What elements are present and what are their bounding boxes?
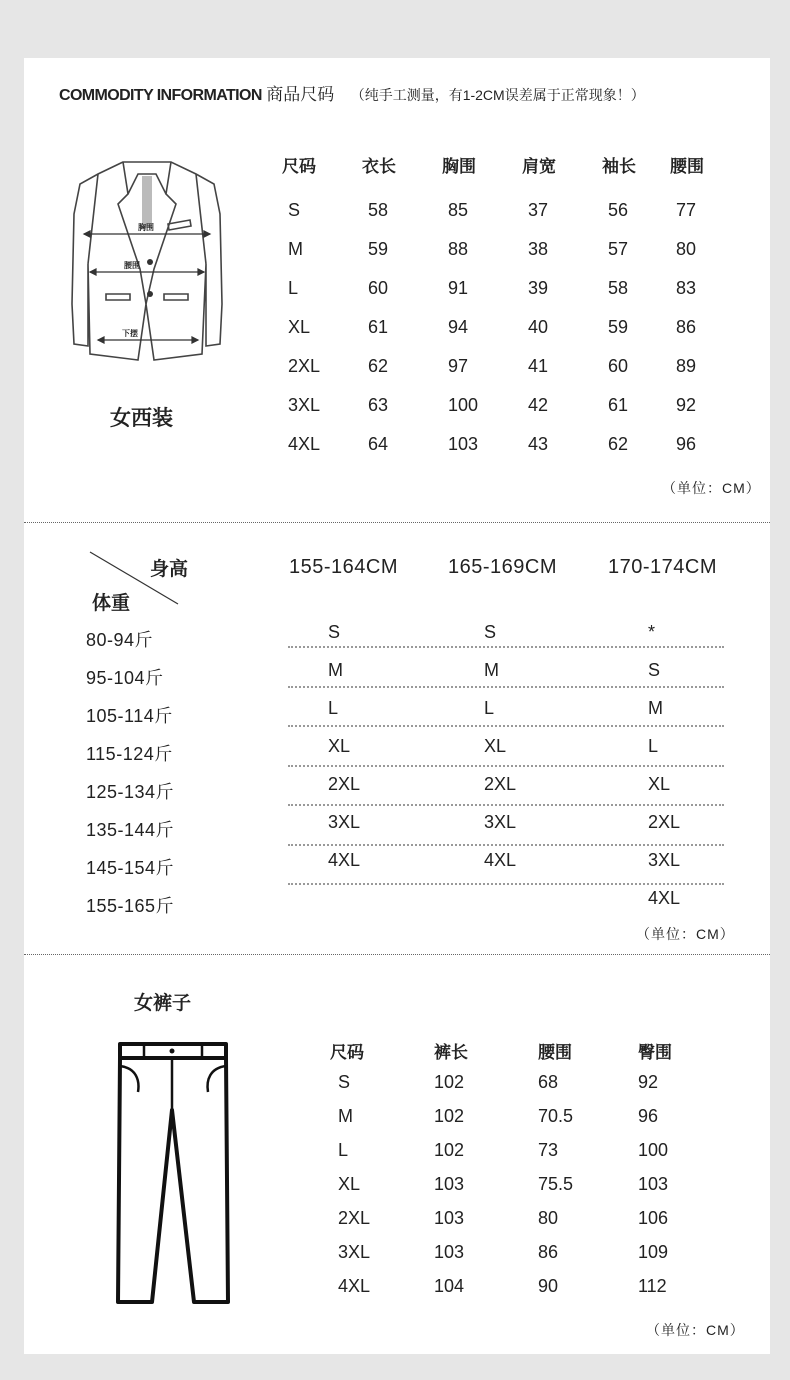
suit-cell: 83 <box>676 278 697 298</box>
pants-cell: XL <box>338 1174 361 1194</box>
pants-cell: 102 <box>434 1140 465 1160</box>
pants-col-header: 尺码 <box>330 1043 364 1062</box>
pants-cell: 103 <box>434 1242 465 1262</box>
pants-cell: 68 <box>538 1072 559 1092</box>
suit-cell: 80 <box>676 239 697 259</box>
suit-cell: 39 <box>528 278 549 298</box>
pants-cell: 90 <box>538 1276 559 1296</box>
size-chart-card <box>24 58 770 1354</box>
suit-cell: 86 <box>676 317 697 337</box>
pants-cell: 3XL <box>338 1242 371 1262</box>
suit-cell: 60 <box>608 356 629 376</box>
pants-cell: 73 <box>538 1140 559 1160</box>
suit-cell: M <box>288 239 303 259</box>
pants-cell: 102 <box>434 1106 465 1126</box>
suit-cell: 60 <box>368 278 389 298</box>
weight-row-label: 105-114斤 <box>86 706 173 726</box>
pants-cell: 109 <box>638 1242 669 1262</box>
suit-cell: 61 <box>608 395 629 415</box>
recommend-cell: XL <box>484 736 507 756</box>
recommend-cell: S <box>648 660 661 680</box>
weight-row-label: 135-144斤 <box>86 820 175 840</box>
suit-cell: S <box>288 200 301 220</box>
weight-row-label: 95-104斤 <box>86 668 164 688</box>
header-cn: 商品尺码 <box>266 85 335 104</box>
pants-col-header: 臀围 <box>638 1043 672 1062</box>
pants-cell: 70.5 <box>538 1106 574 1126</box>
weight-row-label: 125-134斤 <box>86 782 175 802</box>
suit-cell: 58 <box>608 278 629 298</box>
suit-cell: 41 <box>528 356 549 376</box>
suit-cell: 91 <box>448 278 469 298</box>
suit-cell: 97 <box>448 356 469 376</box>
suit-cell: 62 <box>368 356 389 376</box>
suit-cell: 62 <box>608 434 629 454</box>
row-dotted-line <box>288 686 724 688</box>
recommend-cell: S <box>484 622 497 642</box>
corner-weight-label: 体重 <box>92 593 131 614</box>
recommend-cell: XL <box>648 774 671 794</box>
pants-cell: 104 <box>434 1276 465 1296</box>
suit-title: 女西装 <box>110 407 173 430</box>
pants-illustration <box>114 1040 234 1310</box>
suit-cell: 2XL <box>288 356 321 376</box>
recommend-cell: L <box>328 698 339 718</box>
pants-cell: L <box>338 1140 349 1160</box>
row-dotted-line <box>288 646 724 648</box>
pants-cell: 102 <box>434 1072 465 1092</box>
pants-col-header: 裤长 <box>434 1043 468 1062</box>
pants-cell: 112 <box>638 1276 667 1296</box>
suit-cell: 96 <box>676 434 697 454</box>
suit-cell: 88 <box>448 239 469 259</box>
pants-cell: 4XL <box>338 1276 371 1296</box>
pants-cell: 2XL <box>338 1208 371 1228</box>
height-col-header: 155-164CM <box>289 556 399 578</box>
pants-cell: 80 <box>538 1208 559 1228</box>
suit-col-header: 胸围 <box>442 157 476 176</box>
recommend-cell: 2XL <box>484 774 517 794</box>
pants-title: 女裤子 <box>134 993 192 1014</box>
row-dotted-line <box>288 883 724 885</box>
row-dotted-line <box>288 765 724 767</box>
suit-cell: 42 <box>528 395 549 415</box>
suit-cell: 40 <box>528 317 549 337</box>
recommend-cell: M <box>648 698 663 718</box>
suit-cell: 59 <box>368 239 389 259</box>
suit-col-header: 袖长 <box>602 157 636 176</box>
pants-col-header: 腰围 <box>538 1043 572 1062</box>
recommend-cell: 3XL <box>648 850 681 870</box>
suit-cell: 100 <box>448 395 479 415</box>
suit-cell: 63 <box>368 395 389 415</box>
row-dotted-line <box>288 804 724 806</box>
row-dotted-line <box>288 725 724 727</box>
pants-cell: 103 <box>434 1174 465 1194</box>
suit-cell: 64 <box>368 434 389 454</box>
suit-cell: 3XL <box>288 395 321 415</box>
pants-cell: 86 <box>538 1242 559 1262</box>
row-dotted-line <box>288 844 724 846</box>
blazer-label-chest: 胸围 <box>138 223 154 232</box>
suit-cell: 57 <box>608 239 629 259</box>
recommend-cell: 2XL <box>328 774 361 794</box>
weight-row-label: 145-154斤 <box>86 858 175 878</box>
blazer-label-hem: 下摆 <box>122 329 138 338</box>
recommend-cell: M <box>328 660 343 680</box>
suit-cell: 85 <box>448 200 469 220</box>
recommend-cell: * <box>648 622 656 642</box>
suit-cell: 43 <box>528 434 549 454</box>
recommend-cell: 3XL <box>328 812 361 832</box>
suit-col-header: 衣长 <box>362 157 396 176</box>
weight-row-label: 80-94斤 <box>86 630 154 650</box>
pants-cell: 103 <box>638 1174 669 1194</box>
pants-cell: M <box>338 1106 353 1126</box>
recommend-unit: （单位：CM） <box>636 926 735 942</box>
suit-cell: 38 <box>528 239 549 259</box>
header <box>59 80 645 105</box>
recommend-cell: 2XL <box>648 812 681 832</box>
suit-cell: 89 <box>676 356 697 376</box>
suit-cell: 58 <box>368 200 389 220</box>
blazer-illustration <box>68 154 228 374</box>
recommend-cell: L <box>484 698 495 718</box>
pants-cell: 106 <box>638 1208 669 1228</box>
suit-cell: 56 <box>608 200 629 220</box>
suit-cell: 4XL <box>288 434 321 454</box>
height-col-header: 170-174CM <box>608 556 718 578</box>
recommend-cell: L <box>648 736 659 756</box>
suit-cell: L <box>288 278 299 298</box>
recommend-cell: M <box>484 660 499 680</box>
suit-col-header: 肩宽 <box>522 157 556 176</box>
pants-cell: 96 <box>638 1106 659 1126</box>
recommend-cell: S <box>328 622 341 642</box>
weight-row-label: 155-165斤 <box>86 896 175 916</box>
corner-height-label: 身高 <box>150 559 189 580</box>
suit-cell: 77 <box>676 200 697 220</box>
pants-cell: 75.5 <box>538 1174 574 1194</box>
blazer-label-waist: 腰围 <box>124 261 140 270</box>
header-note: （纯手工测量，有1-2CM误差属于正常现象！） <box>350 87 645 103</box>
section-divider-1 <box>24 522 770 523</box>
pants-cell: 100 <box>638 1140 669 1160</box>
suit-cell: 103 <box>448 434 479 454</box>
suit-col-header: 尺码 <box>282 157 316 176</box>
pants-cell: 92 <box>638 1072 659 1092</box>
suit-cell: 94 <box>448 317 469 337</box>
suit-cell: 37 <box>528 200 549 220</box>
suit-cell: XL <box>288 317 311 337</box>
recommend-cell: 4XL <box>484 850 517 870</box>
suit-unit: （单位：CM） <box>662 480 761 496</box>
weight-row-label: 115-124斤 <box>86 744 173 764</box>
pants-unit: （单位：CM） <box>646 1322 745 1338</box>
recommend-cell: XL <box>328 736 351 756</box>
suit-col-header: 腰围 <box>670 157 704 176</box>
height-col-header: 165-169CM <box>448 556 558 578</box>
header-en: COMMODITY INFORMATION <box>59 87 262 104</box>
suit-cell: 92 <box>676 395 697 415</box>
pants-cell: S <box>338 1072 351 1092</box>
section-divider-2 <box>24 954 770 955</box>
suit-cell: 59 <box>608 317 629 337</box>
recommend-cell: 3XL <box>484 812 517 832</box>
suit-cell: 61 <box>368 317 389 337</box>
pants-cell: 103 <box>434 1208 465 1228</box>
recommend-cell: 4XL <box>328 850 361 870</box>
recommend-cell: 4XL <box>648 888 681 908</box>
